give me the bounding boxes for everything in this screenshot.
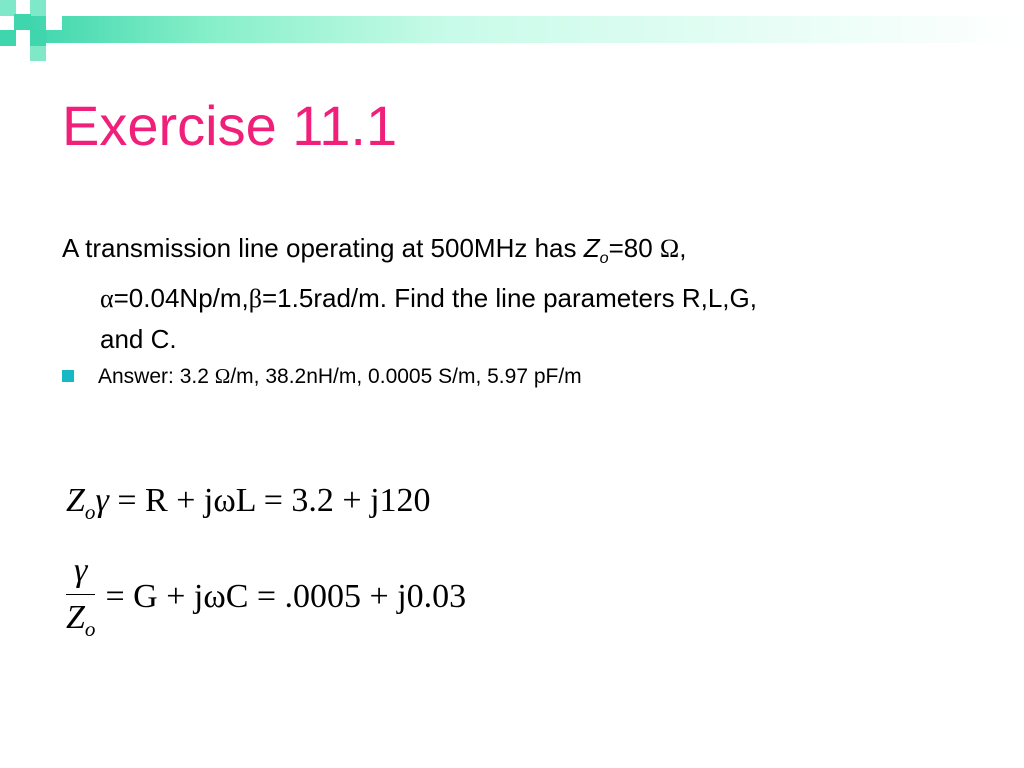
problem-line-2: α=0.04Np/m,β=1.5rad/m. Find the line parameters R,L,G,	[100, 283, 757, 314]
answer-bullet: Answer: 3.2 Ω/m, 38.2nH/m, 0.0005 S/m, 5.97 pF/m	[62, 361, 582, 392]
equation-impedance: $Z_o\gamma = R + j\omega L = 3.2 + j120$	[66, 482, 431, 524]
problem-line-1: A transmission line operating at 500MHz has $Z_o=80$ Ω,	[62, 233, 687, 268]
fraction: $\frac{\gamma}{Z_o}$	[66, 552, 96, 641]
slide-title: Exercise 11.1	[62, 94, 398, 157]
logo-mark	[0, 0, 80, 62]
problem-statement	[62, 228, 997, 359]
header-gradient-bar	[30, 16, 1024, 43]
problem-line-3: and C.	[100, 324, 177, 355]
square-bullet-icon	[62, 370, 74, 382]
equation-admittance: $\frac{\gamma}{Z_o}$ = G + jωC = .0005 + j0.03	[66, 552, 467, 641]
